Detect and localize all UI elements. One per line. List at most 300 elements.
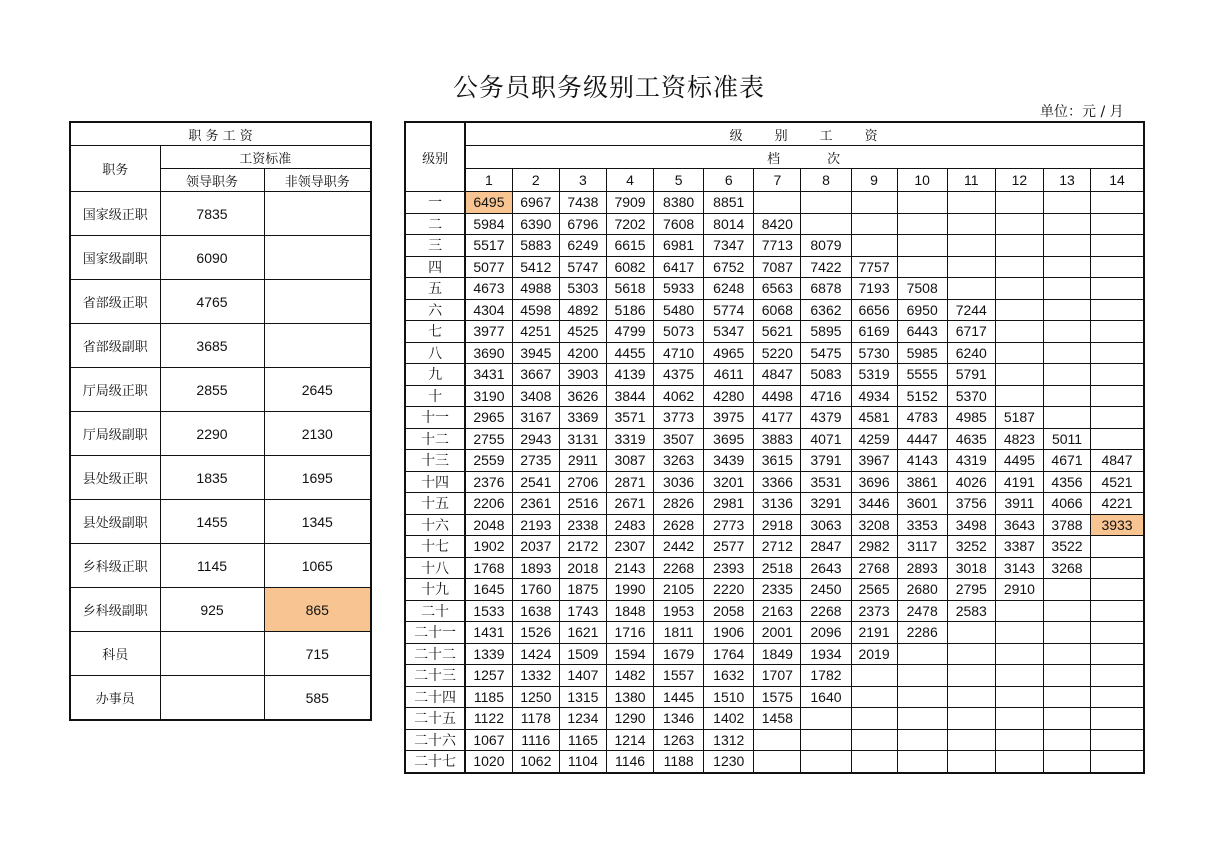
salary-cell bbox=[1043, 364, 1090, 386]
salary-cell: 4521 bbox=[1091, 471, 1144, 493]
salary-cell: 2516 bbox=[559, 493, 606, 515]
level-cell: 二十 bbox=[405, 600, 465, 622]
salary-cell: 2893 bbox=[897, 557, 947, 579]
salary-cell: 3353 bbox=[897, 514, 947, 536]
unit-label: 单位：元 / 月 bbox=[1040, 104, 1124, 120]
table-row bbox=[405, 278, 1144, 300]
leader-cell: 925 bbox=[160, 588, 264, 632]
salary-cell: 2001 bbox=[754, 622, 801, 644]
salary-cell: 2019 bbox=[851, 643, 897, 665]
table-row bbox=[405, 321, 1144, 343]
position-cell: 省部级正职 bbox=[70, 280, 160, 324]
position-cell: 乡科级正职 bbox=[70, 544, 160, 588]
salary-cell: 1707 bbox=[754, 665, 801, 687]
leader-cell: 4765 bbox=[160, 280, 264, 324]
salary-cell: 3431 bbox=[465, 364, 512, 386]
salary-cell: 3977 bbox=[465, 321, 512, 343]
salary-cell: 1638 bbox=[512, 600, 559, 622]
salary-cell bbox=[1091, 342, 1144, 364]
table-row bbox=[70, 236, 371, 280]
salary-cell bbox=[1091, 256, 1144, 278]
salary-cell bbox=[801, 751, 851, 773]
salary-cell: 3201 bbox=[704, 471, 754, 493]
salary-cell: 2393 bbox=[704, 557, 754, 579]
salary-cell bbox=[851, 751, 897, 773]
salary-cell bbox=[947, 708, 995, 730]
position-cell: 国家级副职 bbox=[70, 236, 160, 280]
salary-cell bbox=[1091, 665, 1144, 687]
level-cell: 十三 bbox=[405, 450, 465, 472]
salary-cell bbox=[1043, 600, 1090, 622]
table-row bbox=[405, 579, 1144, 601]
salary-cell: 2712 bbox=[754, 536, 801, 558]
salary-cell: 5475 bbox=[801, 342, 851, 364]
salary-cell bbox=[947, 665, 995, 687]
salary-cell bbox=[995, 622, 1043, 644]
salary-cell: 3036 bbox=[654, 471, 704, 493]
salary-cell: 4251 bbox=[512, 321, 559, 343]
salary-cell: 5618 bbox=[606, 278, 653, 300]
grade-number: 13 bbox=[1043, 169, 1090, 192]
salary-cell: 1679 bbox=[654, 643, 704, 665]
salary-cell: 2559 bbox=[465, 450, 512, 472]
salary-cell: 2037 bbox=[512, 536, 559, 558]
table-row bbox=[405, 450, 1144, 472]
salary-cell: 1250 bbox=[512, 686, 559, 708]
salary-cell: 1407 bbox=[559, 665, 606, 687]
salary-cell: 2206 bbox=[465, 493, 512, 515]
salary-cell: 4710 bbox=[654, 342, 704, 364]
nonleader-cell bbox=[264, 324, 371, 368]
salary-cell: 1290 bbox=[606, 708, 653, 730]
salary-cell: 5895 bbox=[801, 321, 851, 343]
salary-cell: 6967 bbox=[512, 192, 559, 214]
salary-cell: 2871 bbox=[606, 471, 653, 493]
salary-cell: 1146 bbox=[606, 751, 653, 773]
table-row bbox=[405, 708, 1144, 730]
salary-cell: 1424 bbox=[512, 643, 559, 665]
salary-cell: 4673 bbox=[465, 278, 512, 300]
salary-cell: 6068 bbox=[754, 299, 801, 321]
salary-cell bbox=[1043, 643, 1090, 665]
salary-cell: 1526 bbox=[512, 622, 559, 644]
salary-cell: 2541 bbox=[512, 471, 559, 493]
salary-cell: 4071 bbox=[801, 428, 851, 450]
salary-cell bbox=[1091, 536, 1144, 558]
salary-cell: 4498 bbox=[754, 385, 801, 407]
nonleader-cell: 585 bbox=[264, 676, 371, 721]
salary-cell bbox=[851, 213, 897, 235]
salary-cell: 2982 bbox=[851, 536, 897, 558]
table-row bbox=[405, 213, 1144, 235]
salary-cell: 6796 bbox=[559, 213, 606, 235]
salary-cell: 1482 bbox=[606, 665, 653, 687]
salary-cell: 3626 bbox=[559, 385, 606, 407]
salary-cell bbox=[1043, 729, 1090, 751]
salary-cell: 2191 bbox=[851, 622, 897, 644]
position-column-header: 职务 bbox=[70, 146, 160, 192]
salary-cell: 2105 bbox=[654, 579, 704, 601]
salary-cell: 5303 bbox=[559, 278, 606, 300]
salary-cell bbox=[1091, 407, 1144, 429]
salary-cell bbox=[995, 192, 1043, 214]
salary-cell bbox=[1043, 665, 1090, 687]
salary-cell: 5319 bbox=[851, 364, 897, 386]
salary-cell bbox=[801, 708, 851, 730]
salary-cell: 1315 bbox=[559, 686, 606, 708]
table-row bbox=[405, 364, 1144, 386]
level-cell: 九 bbox=[405, 364, 465, 386]
leader-cell: 1455 bbox=[160, 500, 264, 544]
table-row bbox=[70, 368, 371, 412]
salary-cell: 2643 bbox=[801, 557, 851, 579]
salary-cell: 6390 bbox=[512, 213, 559, 235]
table-row bbox=[405, 622, 1144, 644]
table-row bbox=[70, 280, 371, 324]
salary-cell: 3291 bbox=[801, 493, 851, 515]
salary-cell: 2286 bbox=[897, 622, 947, 644]
salary-cell: 3615 bbox=[754, 450, 801, 472]
salary-cell: 2755 bbox=[465, 428, 512, 450]
salary-cell: 4598 bbox=[512, 299, 559, 321]
salary-cell: 3601 bbox=[897, 493, 947, 515]
grade-number: 14 bbox=[1091, 169, 1144, 192]
position-cell: 办事员 bbox=[70, 676, 160, 721]
table-row bbox=[405, 514, 1144, 536]
table-row bbox=[70, 192, 371, 236]
salary-cell: 1445 bbox=[654, 686, 704, 708]
salary-cell: 1185 bbox=[465, 686, 512, 708]
salary-cell: 3366 bbox=[754, 471, 801, 493]
salary-cell: 1509 bbox=[559, 643, 606, 665]
salary-cell: 5517 bbox=[465, 235, 512, 257]
salary-cell: 4934 bbox=[851, 385, 897, 407]
table-row bbox=[70, 588, 371, 632]
salary-cell: 1020 bbox=[465, 751, 512, 773]
table-row bbox=[405, 235, 1144, 257]
salary-cell bbox=[851, 708, 897, 730]
salary-cell: 5984 bbox=[465, 213, 512, 235]
salary-cell: 6417 bbox=[654, 256, 704, 278]
salary-cell bbox=[995, 299, 1043, 321]
salary-cell: 2268 bbox=[654, 557, 704, 579]
salary-cell: 2442 bbox=[654, 536, 704, 558]
salary-cell: 6615 bbox=[606, 235, 653, 257]
salary-cell: 5412 bbox=[512, 256, 559, 278]
salary-cell: 3408 bbox=[512, 385, 559, 407]
salary-cell bbox=[947, 256, 995, 278]
salary-cell: 4985 bbox=[947, 407, 995, 429]
salary-cell: 5083 bbox=[801, 364, 851, 386]
leader-cell bbox=[160, 676, 264, 721]
leader-cell: 1145 bbox=[160, 544, 264, 588]
salary-cell: 3911 bbox=[995, 493, 1043, 515]
salary-cell bbox=[995, 364, 1043, 386]
salary-cell: 6443 bbox=[897, 321, 947, 343]
salary-cell: 4988 bbox=[512, 278, 559, 300]
nonleader-column-header: 非领导职务 bbox=[264, 169, 371, 192]
salary-cell bbox=[897, 256, 947, 278]
salary-cell bbox=[947, 622, 995, 644]
table-row bbox=[70, 632, 371, 676]
level-cell: 二十四 bbox=[405, 686, 465, 708]
level-cell: 五 bbox=[405, 278, 465, 300]
salary-cell: 1632 bbox=[704, 665, 754, 687]
salary-cell bbox=[801, 213, 851, 235]
salary-cell: 3571 bbox=[606, 407, 653, 429]
salary-cell: 4823 bbox=[995, 428, 1043, 450]
salary-cell: 3369 bbox=[559, 407, 606, 429]
salary-cell: 5152 bbox=[897, 385, 947, 407]
salary-cell: 3788 bbox=[1043, 514, 1090, 536]
salary-cell: 3319 bbox=[606, 428, 653, 450]
position-cell: 科员 bbox=[70, 632, 160, 676]
salary-cell: 2577 bbox=[704, 536, 754, 558]
salary-cell: 3507 bbox=[654, 428, 704, 450]
salary-cell: 4447 bbox=[897, 428, 947, 450]
standard-header: 工资标准 bbox=[160, 146, 371, 169]
salary-cell: 3167 bbox=[512, 407, 559, 429]
salary-cell bbox=[947, 235, 995, 257]
salary-cell: 3446 bbox=[851, 493, 897, 515]
salary-cell bbox=[995, 751, 1043, 773]
salary-cell: 3791 bbox=[801, 450, 851, 472]
table-row bbox=[70, 544, 371, 588]
salary-cell: 4525 bbox=[559, 321, 606, 343]
salary-cell: 1906 bbox=[704, 622, 754, 644]
salary-cell: 7347 bbox=[704, 235, 754, 257]
grade-number: 2 bbox=[512, 169, 559, 192]
table-row bbox=[70, 676, 371, 721]
salary-cell: 7508 bbox=[897, 278, 947, 300]
salary-cell: 3945 bbox=[512, 342, 559, 364]
salary-cell: 4280 bbox=[704, 385, 754, 407]
salary-cell: 2565 bbox=[851, 579, 897, 601]
salary-cell: 4221 bbox=[1091, 493, 1144, 515]
salary-cell bbox=[897, 192, 947, 214]
salary-cell: 1768 bbox=[465, 557, 512, 579]
salary-cell: 1934 bbox=[801, 643, 851, 665]
salary-cell: 1782 bbox=[801, 665, 851, 687]
grade-number: 12 bbox=[995, 169, 1043, 192]
salary-cell: 8079 bbox=[801, 235, 851, 257]
level-cell: 十一 bbox=[405, 407, 465, 429]
salary-cell: 2706 bbox=[559, 471, 606, 493]
salary-cell: 1902 bbox=[465, 536, 512, 558]
salary-cell: 7438 bbox=[559, 192, 606, 214]
salary-cell: 3252 bbox=[947, 536, 995, 558]
salary-cell: 1953 bbox=[654, 600, 704, 622]
salary-cell: 5011 bbox=[1043, 428, 1090, 450]
grade-number: 8 bbox=[801, 169, 851, 192]
salary-cell bbox=[1091, 708, 1144, 730]
salary-cell: 8851 bbox=[704, 192, 754, 214]
salary-cell: 8380 bbox=[654, 192, 704, 214]
salary-cell bbox=[1091, 686, 1144, 708]
salary-cell: 1875 bbox=[559, 579, 606, 601]
salary-cell: 3903 bbox=[559, 364, 606, 386]
salary-cell: 5621 bbox=[754, 321, 801, 343]
salary-cell bbox=[754, 729, 801, 751]
salary-cell: 5186 bbox=[606, 299, 653, 321]
salary-cell bbox=[897, 708, 947, 730]
table-row bbox=[70, 412, 371, 456]
level-cell: 二十七 bbox=[405, 751, 465, 773]
salary-cell bbox=[1091, 192, 1144, 214]
salary-cell bbox=[1043, 407, 1090, 429]
salary-cell: 4066 bbox=[1043, 493, 1090, 515]
salary-cell: 6249 bbox=[559, 235, 606, 257]
salary-cell: 4062 bbox=[654, 385, 704, 407]
salary-cell: 3439 bbox=[704, 450, 754, 472]
salary-cell bbox=[1043, 751, 1090, 773]
salary-cell: 2143 bbox=[606, 557, 653, 579]
level-cell: 十 bbox=[405, 385, 465, 407]
salary-cell bbox=[1091, 385, 1144, 407]
salary-cell: 7087 bbox=[754, 256, 801, 278]
salary-cell bbox=[897, 665, 947, 687]
salary-cell: 2376 bbox=[465, 471, 512, 493]
salary-cell: 4455 bbox=[606, 342, 653, 364]
salary-cell: 1402 bbox=[704, 708, 754, 730]
salary-cell: 1116 bbox=[512, 729, 559, 751]
salary-cell: 1234 bbox=[559, 708, 606, 730]
salary-cell bbox=[1043, 192, 1090, 214]
salary-cell bbox=[851, 192, 897, 214]
salary-cell: 2483 bbox=[606, 514, 653, 536]
salary-cell: 2058 bbox=[704, 600, 754, 622]
salary-cell: 2361 bbox=[512, 493, 559, 515]
table-row bbox=[405, 342, 1144, 364]
salary-cell: 3498 bbox=[947, 514, 995, 536]
grade-number: 6 bbox=[704, 169, 754, 192]
salary-cell: 6248 bbox=[704, 278, 754, 300]
salary-cell: 1849 bbox=[754, 643, 801, 665]
salary-cell bbox=[851, 729, 897, 751]
salary-cell: 3268 bbox=[1043, 557, 1090, 579]
salary-cell: 1346 bbox=[654, 708, 704, 730]
salary-cell bbox=[947, 686, 995, 708]
salary-cell: 2680 bbox=[897, 579, 947, 601]
salary-cell: 1214 bbox=[606, 729, 653, 751]
salary-cell: 6495 bbox=[465, 192, 512, 214]
salary-cell: 5370 bbox=[947, 385, 995, 407]
salary-cell: 1893 bbox=[512, 557, 559, 579]
salary-cell: 5730 bbox=[851, 342, 897, 364]
leader-cell: 1835 bbox=[160, 456, 264, 500]
salary-cell: 1458 bbox=[754, 708, 801, 730]
table-row bbox=[405, 686, 1144, 708]
salary-cell: 6656 bbox=[851, 299, 897, 321]
salary-cell: 1067 bbox=[465, 729, 512, 751]
salary-cell bbox=[995, 643, 1043, 665]
salary-cell: 4716 bbox=[801, 385, 851, 407]
salary-cell: 3522 bbox=[1043, 536, 1090, 558]
salary-cell: 1557 bbox=[654, 665, 704, 687]
salary-cell: 4783 bbox=[897, 407, 947, 429]
salary-cell: 2847 bbox=[801, 536, 851, 558]
salary-cell: 2583 bbox=[947, 600, 995, 622]
salary-cell: 2220 bbox=[704, 579, 754, 601]
level-cell: 十五 bbox=[405, 493, 465, 515]
salary-cell bbox=[1043, 256, 1090, 278]
leader-cell: 2855 bbox=[160, 368, 264, 412]
salary-cell bbox=[995, 342, 1043, 364]
table-row bbox=[405, 385, 1144, 407]
salary-cell bbox=[947, 643, 995, 665]
salary-cell bbox=[1043, 385, 1090, 407]
salary-cell: 5220 bbox=[754, 342, 801, 364]
salary-cell: 3695 bbox=[704, 428, 754, 450]
salary-cell bbox=[995, 665, 1043, 687]
grade-number: 5 bbox=[654, 169, 704, 192]
salary-cell: 2096 bbox=[801, 622, 851, 644]
salary-cell: 2671 bbox=[606, 493, 653, 515]
level-cell: 二 bbox=[405, 213, 465, 235]
salary-cell bbox=[1091, 235, 1144, 257]
nonleader-cell: 1065 bbox=[264, 544, 371, 588]
salary-cell: 1263 bbox=[654, 729, 704, 751]
salary-cell: 3117 bbox=[897, 536, 947, 558]
salary-cell: 4379 bbox=[801, 407, 851, 429]
salary-cell: 1122 bbox=[465, 708, 512, 730]
salary-cell: 6563 bbox=[754, 278, 801, 300]
salary-cell: 7608 bbox=[654, 213, 704, 235]
salary-cell: 4799 bbox=[606, 321, 653, 343]
salary-cell bbox=[995, 729, 1043, 751]
salary-cell bbox=[1091, 321, 1144, 343]
table-row bbox=[405, 299, 1144, 321]
salary-cell: 5187 bbox=[995, 407, 1043, 429]
salary-cell: 6950 bbox=[897, 299, 947, 321]
salary-cell: 3263 bbox=[654, 450, 704, 472]
salary-cell: 3018 bbox=[947, 557, 995, 579]
salary-cell: 2163 bbox=[754, 600, 801, 622]
table-row bbox=[70, 324, 371, 368]
salary-cell: 1640 bbox=[801, 686, 851, 708]
salary-cell: 3136 bbox=[754, 493, 801, 515]
nonleader-cell bbox=[264, 236, 371, 280]
salary-cell: 5073 bbox=[654, 321, 704, 343]
level-cell: 四 bbox=[405, 256, 465, 278]
salary-cell: 1165 bbox=[559, 729, 606, 751]
salary-cell: 2911 bbox=[559, 450, 606, 472]
salary-cell: 2048 bbox=[465, 514, 512, 536]
salary-cell: 3975 bbox=[704, 407, 754, 429]
position-cell: 乡科级副职 bbox=[70, 588, 160, 632]
table-row bbox=[405, 471, 1144, 493]
salary-cell: 1230 bbox=[704, 751, 754, 773]
salary-cell: 2307 bbox=[606, 536, 653, 558]
salary-cell: 2335 bbox=[754, 579, 801, 601]
salary-cell: 1510 bbox=[704, 686, 754, 708]
level-cell: 十四 bbox=[405, 471, 465, 493]
salary-cell: 2338 bbox=[559, 514, 606, 536]
salary-cell: 6169 bbox=[851, 321, 897, 343]
salary-cell: 2450 bbox=[801, 579, 851, 601]
level-cell: 二十六 bbox=[405, 729, 465, 751]
salary-cell: 3756 bbox=[947, 493, 995, 515]
salary-cell: 5747 bbox=[559, 256, 606, 278]
nonleader-cell bbox=[264, 280, 371, 324]
salary-cell: 3690 bbox=[465, 342, 512, 364]
salary-cell: 3208 bbox=[851, 514, 897, 536]
grade-number: 1 bbox=[465, 169, 512, 192]
salary-cell: 8420 bbox=[754, 213, 801, 235]
salary-cell: 1062 bbox=[512, 751, 559, 773]
nonleader-cell: 2130 bbox=[264, 412, 371, 456]
salary-cell: 4139 bbox=[606, 364, 653, 386]
